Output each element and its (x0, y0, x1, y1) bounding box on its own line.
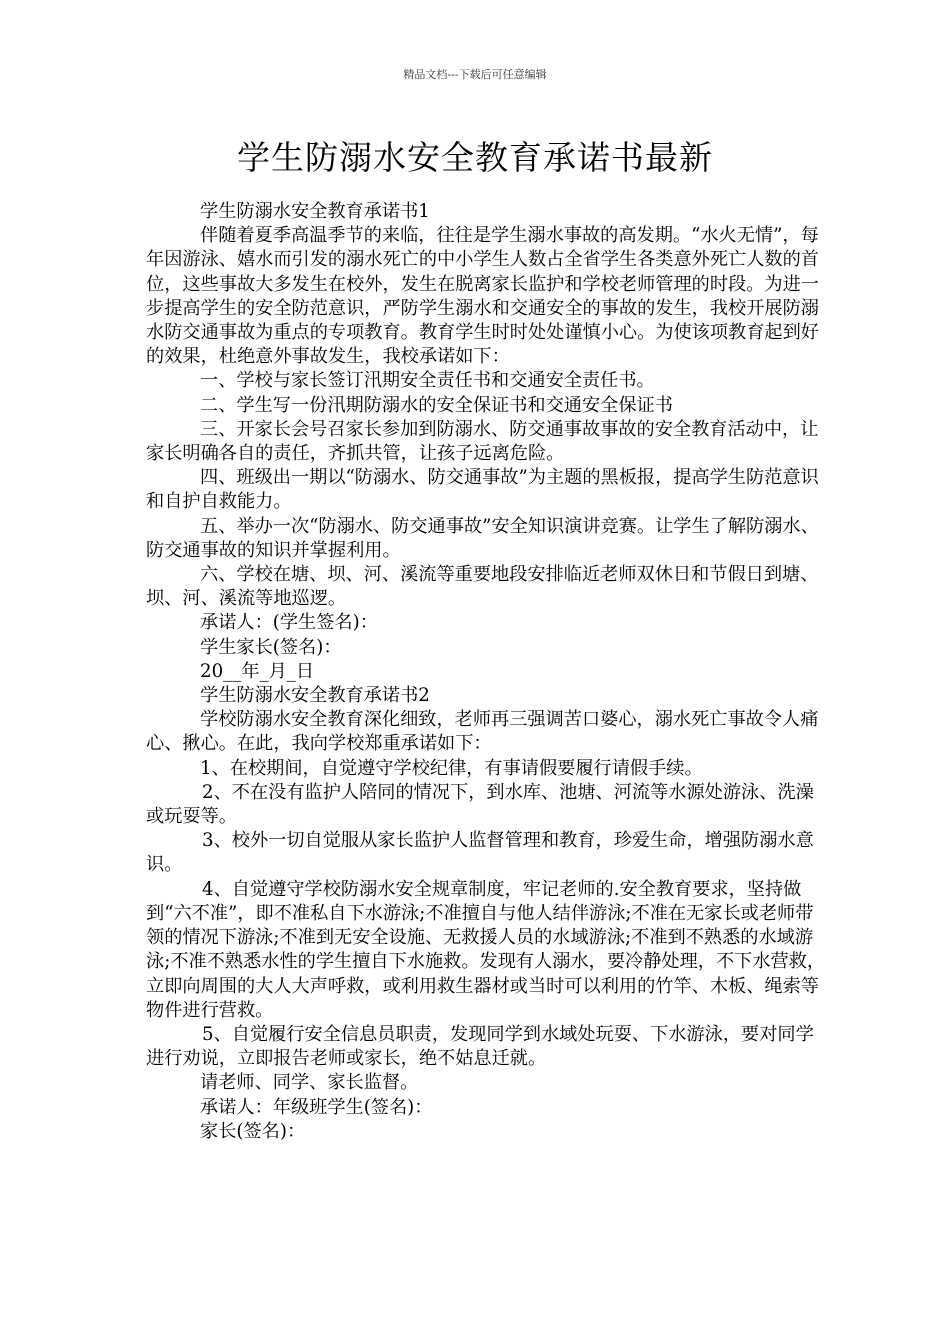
list-item: 3、校外一切自觉服从家长监护人监督管理和教育，珍爱生命，增强防溺水意识。 (146, 830, 814, 876)
list-item: 二、学生写一份汛期防溺水的安全保证书和交通安全保证书 (200, 394, 673, 416)
list-item: 4、自觉遵守学校防溺水安全规章制度，牢记老师的.安全教育要求，坚持做到“六不准”，即不准私自下水游泳;不准擅自与他人结伴游泳;不准在无家长或老师带领的情况下游泳;不准到无安全设施、无救援人员的水域游泳;不准到不熟悉的水域游泳;不准不熟悉水性的学生擅自下水施救。发现有人溺水，要冷静处理，不下水营救，立即向周围的大人大声呼救，或利用救生器材或当时可以利用的竹竿、木板、绳索等物件进行营救。 (146, 878, 826, 1021)
list-item: 一、学校与家长签订汛期安全责任书和交通安全责任书。 (200, 370, 655, 392)
signature-line: 家长(签名)： (200, 1120, 306, 1142)
list-item: 三、开家长会号召家长参加到防溺水、防交通事故事故的安全教育活动中，让家长明确各自的责任，齐抓共管，让孩子远离危险。 (146, 418, 819, 465)
list-item: 1、在校期间，自觉遵守学校纪律，有事请假要履行请假手续。 (200, 757, 703, 779)
list-item: 四、班级出一期以“防溺水、防交通事故”为主题的黑板报，提高学生防范意识和自护自救能力。 (146, 467, 819, 513)
date-line: 20__年_月_日 (200, 660, 315, 682)
section-heading: 学生防溺水安全教育承诺书1 (200, 201, 430, 222)
document-body (146, 200, 826, 1144)
signature-line: 学生家长(签名)： (200, 636, 342, 658)
page-header: 精品文档---下载后可任意编辑 (403, 68, 547, 81)
document-title: 学生防溺水安全教育承诺书最新 (237, 138, 713, 177)
paragraph: 请老师、同学、家长监督。 (200, 1072, 419, 1094)
list-item: 5、自觉履行安全信息员职责，发现同学到水域处玩耍、下水游泳，要对同学进行劝说，立即报告老师或家长，绝不姑息迁就。 (146, 1023, 814, 1070)
list-item: 六、学校在塘、坝、河、溪流等重要地段安排临近老师双休日和节假日到塘、坝、河、溪流等地巡逻。 (146, 564, 819, 610)
list-item: 五、举办一次“防溺水、防交通事故”安全知识演讲竞赛。让学生了解防溺水、防交通事故的知识并掌握利用。 (146, 515, 819, 561)
paragraph: 伴随着夏季高温季节的来临，往往是学生溺水事故的高发期。“水火无情”，每年因游泳、嬉水而引发的溺水死亡的中小学生人数占全省学生各类意外死亡人数的首位，这些事故大多发生在校外，发生在脱离家长监护和学校老师管理的时段。为进一步提高学生的安全防范意识，严防学生溺水和交通安全的事故的发生，我校开展防溺水防交通事故为重点的专项教育。教育学生时时处处谨慎小心。为使该项教育起到好的效果，杜绝意外事故发生，我校承诺如下： (146, 225, 819, 368)
section-heading: 学生防溺水安全教育承诺书2 (200, 685, 430, 707)
list-item: 2、不在没有监护人陪同的情况下，到水库、池塘、河流等水源处游泳、洗澡或玩耍等。 (146, 781, 814, 828)
signature-line: 承诺人：年级班学生(签名)： (200, 1096, 433, 1118)
paragraph: 学校防溺水安全教育深化细致，老师再三强调苦口婆心，溺水死亡事故令人痛心、揪心。在此，我向学校郑重承诺如下： (146, 709, 819, 755)
signature-line: 承诺人：(学生签名)： (200, 612, 378, 634)
